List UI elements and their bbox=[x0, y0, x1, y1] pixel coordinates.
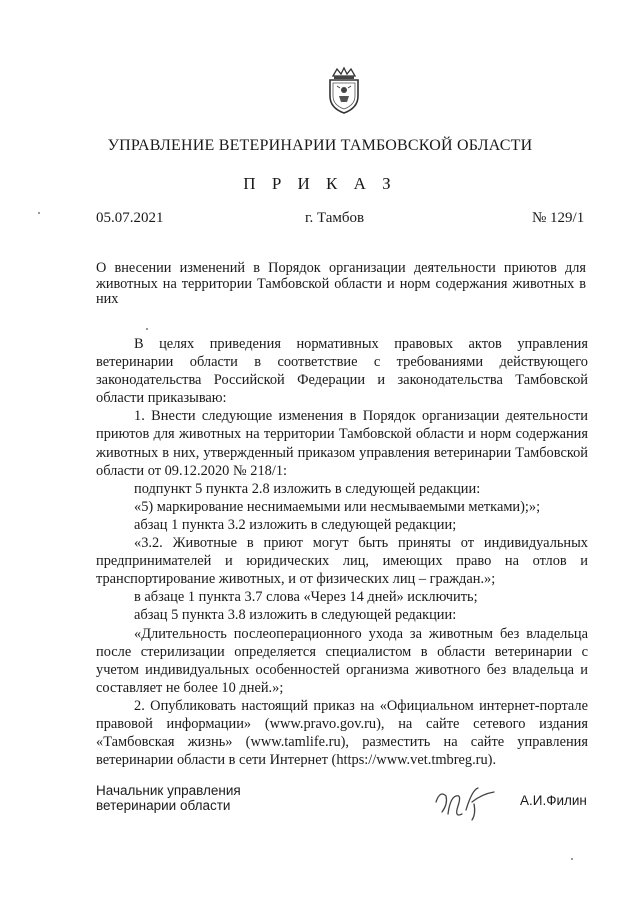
document-type: П Р И К А З bbox=[243, 174, 397, 193]
coat-of-arms-icon bbox=[325, 66, 363, 116]
document-city: г. Тамбов bbox=[305, 210, 365, 226]
document-subject: О внесении изменений в Порядок организации деятельности приютов для животных на территории Тамбовской области и норм содержания животных в них bbox=[96, 260, 586, 307]
handwritten-signature-icon bbox=[432, 784, 502, 822]
signer-position-line: Начальник управления bbox=[96, 783, 241, 798]
signer-name: А.И.Филин bbox=[520, 793, 587, 808]
body-paragraph: «Длительность послеоперационного ухода за животным без владельца после стерилизации определяется специалистом в области ветеринарии с учетом индивидуальных особенностей организма животного без владельца и составляет не более 10 дней.»; bbox=[96, 625, 588, 696]
signer-position-line: ветеринарии области bbox=[96, 798, 231, 813]
body-paragraph: «5) маркирование неснимаемыми или несмываемыми метками);»; bbox=[134, 498, 541, 515]
body-paragraph: «3.2. Животные в приют могут быть приняты от индивидуальных предпринимателей и юридических лиц, имеющих право на отлов и транспортирование животных, и от физических лиц – граждан.»; bbox=[96, 535, 588, 588]
scan-speck bbox=[38, 212, 40, 214]
body-paragraph: подпункт 5 пункта 2.8 изложить в следующей редакции: bbox=[134, 480, 481, 497]
body-paragraph: 2. Опубликовать настоящий приказ на «Официальном интернет-портале правовой информации» (www.pravo.gov.ru), на сайте сетевого издания «Тамбовская жизнь» (www.tamlife.ru), разместить на сайте управления ветеринарии области в сети Интернет (https://www.vet.tmbreg.ru). bbox=[96, 697, 588, 769]
body-paragraph: В целях приведения нормативных правовых актов управления ветеринарии области в соответствие с требованиями действующего законодательства Российской Федерации и законодательства Тамбовской области приказываю: bbox=[96, 336, 588, 407]
document-number: № 129/1 bbox=[532, 210, 585, 226]
body-paragraph: в абзаце 1 пункта 3.7 слова «Через 14 дней» исключить; bbox=[134, 589, 478, 606]
body-paragraph: абзац 5 пункта 3.8 изложить в следующей редакции: bbox=[134, 607, 457, 624]
scan-speck bbox=[146, 328, 148, 330]
signer-position bbox=[96, 783, 241, 813]
document-body bbox=[96, 335, 588, 769]
body-paragraph: абзац 1 пункта 3.2 изложить в следующей редакции; bbox=[134, 516, 457, 533]
body-paragraph: 1. Внести следующие изменения в Порядок организации деятельности приютов для животных на территории Тамбовской области и норм содержания животных в них, утвержденный приказом управления ветеринарии Тамбовской области от 09.12.2020 № 218/1: bbox=[96, 408, 588, 479]
document-date: 05.07.2021 bbox=[96, 210, 164, 226]
scan-speck bbox=[571, 858, 573, 860]
organization-title: УПРАВЛЕНИЕ ВЕТЕРИНАРИИ ТАМБОВСКОЙ ОБЛАСТИ bbox=[107, 137, 533, 154]
